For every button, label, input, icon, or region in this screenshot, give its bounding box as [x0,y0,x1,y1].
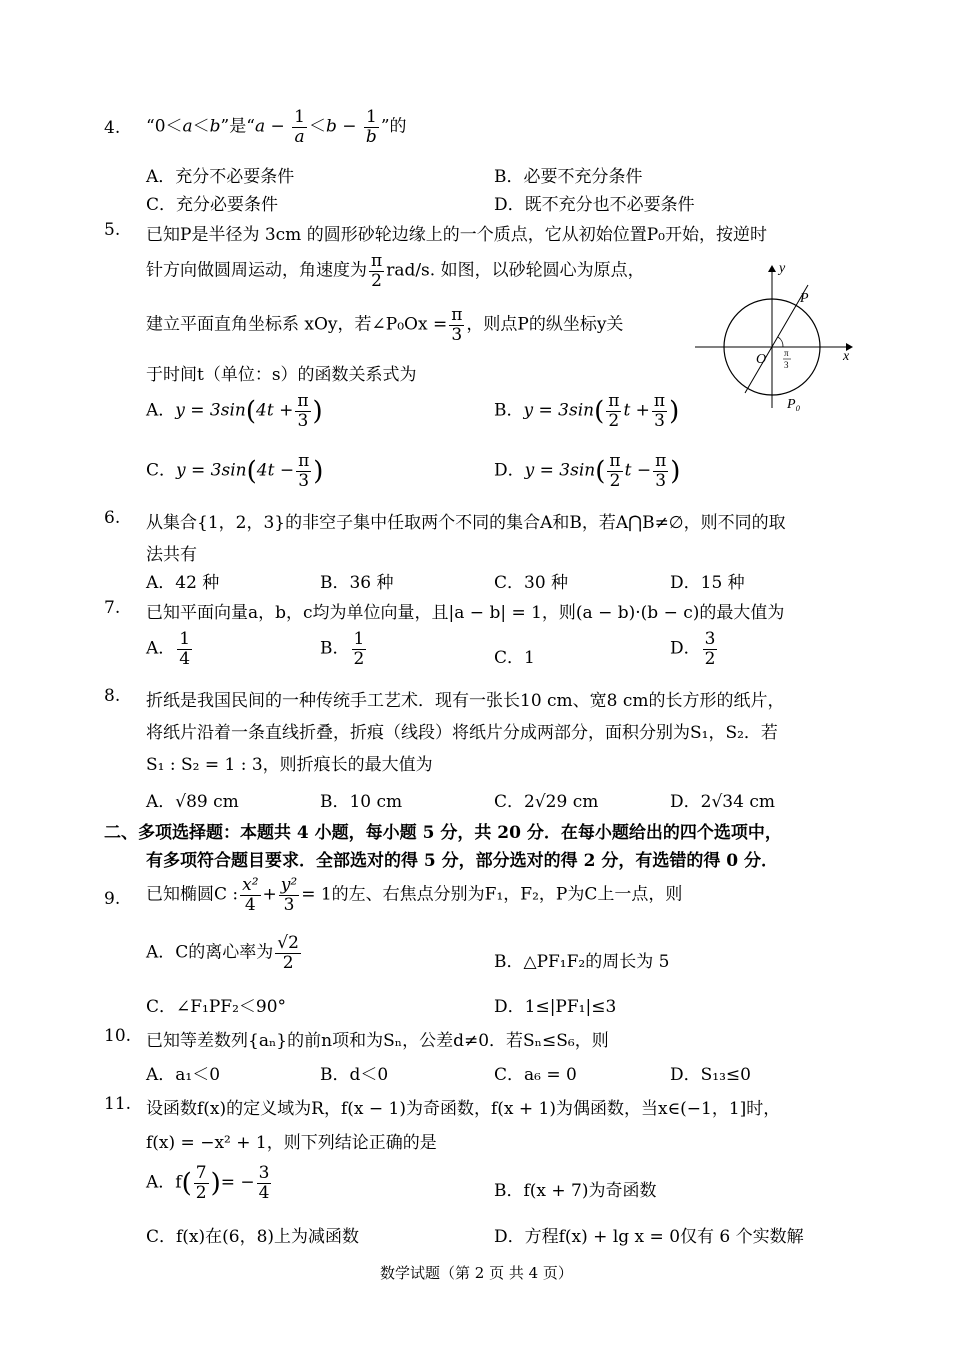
section2-heading-line1: 二、多项选择题：本题共 4 小题，每小题 5 分，共 20 分．在每小题给出的四个选项中， [104,823,782,843]
q5-line1: 已知P是半径为 3cm 的圆形砂轮边缘上的一个质点，它从初始位置P₀开始，按逆时 [146,225,767,245]
q9-option-d: D．1≤|PF₁|≤3 [494,997,617,1017]
q5-option-a: A．y = 3sin(4t + $\frac{\pi}{3}$ ) [146,391,323,431]
q9-stem: 已知椭圆C : $\frac{\text{x²}}{4}$ + $\frac{\text{y²}}{3}$ = 1的左、右焦点分别为F₁，F₂，P为C上一点，则 [146,875,683,915]
q5-number: 5. [104,220,121,240]
q4-option-b: B．必要不充分条件 [494,167,643,187]
q5-line2: 针方向做圆周运动，角速度为 $\frac{\pi}{2}$ rad/s. 如图，以砂轮圆心为原点， [146,251,645,291]
q6-option-a: A．42 种 [146,573,220,593]
q8-option-a: A．√89 cm [146,792,239,812]
q11-option-d: D．方程f(x) + lg x = 0仅有 6 个实数解 [494,1227,804,1247]
q7-option-d: D． $\frac{3}{2}$ [670,629,716,669]
q7-option-c: C．1 [494,648,535,668]
q8-line1: 折纸是我国民间的一种传统手工艺术．现有一张长10 cm、宽8 cm的长方形的纸片， [146,691,785,711]
angle-pi-label: π [784,348,789,358]
q10-number: 10. [104,1026,132,1046]
q7-line1: 已知平面向量a，b，c均为单位向量，且|a − b| = 1，则(a − b)·(b − c)的最大值为 [146,603,785,623]
origin-label: O [756,352,767,367]
q10-option-b: B．d＜0 [320,1065,389,1085]
q7-option-b: B． $\frac{1}{2}$ [320,629,365,669]
q11-number: 11. [104,1094,132,1114]
q6-option-c: C．30 种 [494,573,569,593]
q10-line1: 已知等差数列{aₙ}的前n项和为Sₙ，公差d≠0．若Sₙ≤S₆，则 [146,1031,609,1051]
q4-option-d: D．既不充分也不必要条件 [494,195,695,215]
q8-number: 8. [104,686,121,706]
q9-option-b: B．△PF₁F₂的周长为 5 [494,952,670,972]
q7-option-a: A． $\frac{1}{4}$ [146,629,191,669]
q11-option-c: C．f(x)在(6，8)上为减函数 [146,1227,360,1247]
q4-option-a: A．充分不必要条件 [146,167,295,187]
q9-option-a: A．C的离心率为 $\frac{√2}{2}$ [146,933,299,973]
q6-line2: 法共有 [146,545,197,565]
angle-3-label: 3 [784,360,789,370]
q8-option-b: B．10 cm [320,792,403,812]
q11-line1: 设函数f(x)的定义域为R，f(x − 1)为奇函数，f(x + 1)为偶函数，当x∈(−1，1]时， [146,1099,781,1119]
q7-number: 7. [104,598,121,618]
q5-option-b: B．y = 3sin( $\frac{\pi}{2}$ t + $\frac{\pi}{3}$ ) [494,391,680,431]
q5-line3: 建立平面直角坐标系 xOy，若∠P₀Ox = $\frac{\pi}{3}$ ，则点P的纵坐标y关 [146,305,624,345]
q6-number: 6. [104,508,121,528]
page-footer: 数学试题（第 2 页 共 4 页） [380,1264,573,1282]
q11-option-b: B．f(x + 7)为奇函数 [494,1181,657,1201]
q10-option-d: D．S₁₃≤0 [670,1065,751,1085]
q4-number: 4. [104,118,121,138]
q5-circle-figure [690,258,865,418]
q11-option-a: A．f( $\frac{7}{2}$ )= − $\frac{3}{4}$ [146,1163,270,1203]
q9-number: 9. [104,889,121,909]
q11-line2: f(x) = −x² + 1，则下列结论正确的是 [146,1133,437,1153]
q6-option-d: D．15 种 [670,573,745,593]
angle-arc [778,337,783,347]
q4-option-c: C．充分必要条件 [146,195,279,215]
section2-heading-line2: 有多项符合题目要求．全部选对的得 5 分，部分选对的得 2 分，有选错的得 0 分． [146,851,778,871]
q5-option-c: C．y = 3sin(4t − $\frac{\pi}{3}$ ) [146,451,324,491]
q5-option-d: D．y = 3sin( $\frac{\pi}{2}$ t − $\frac{\pi}{3}$ ) [494,451,681,491]
q10-option-c: C．a₆ = 0 [494,1065,577,1085]
q6-line1: 从集合{1，2，3}的非空子集中任取两个不同的集合A和B，若A⋂B≠∅，则不同的取 [146,513,786,533]
q8-option-d: D．2√34 cm [670,792,775,812]
q8-line2: 将纸片沿着一条直线折叠，折痕（线段）将纸片分成两部分，面积分别为S₁，S₂．若 [146,723,778,743]
q5-line4: 于时间t（单位：s）的函数关系式为 [146,365,417,385]
radius-line [745,285,808,393]
q6-option-b: B．36 种 [320,573,394,593]
q4-stem: “0＜a＜b”是“a − $\frac{1}{a}$ ＜b − $\frac{1}{b}$ ”的 [146,107,407,147]
q9-option-c: C．∠F₁PF₂＜90° [146,997,287,1017]
q8-option-c: C．2√29 cm [494,792,599,812]
q10-option-a: A．a₁＜0 [146,1065,221,1085]
point-p0-label: P₀ [787,397,801,412]
point-p-label: P [800,291,809,306]
x-label: x [843,349,850,364]
q8-line3: S₁ : S₂ = 1 : 3，则折痕长的最大值为 [146,755,433,775]
y-label: y [779,261,786,276]
